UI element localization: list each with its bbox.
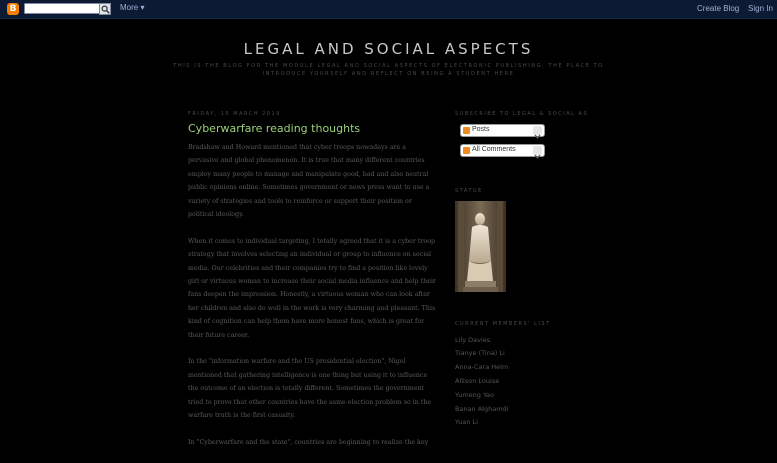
members-heading: CURRENT MEMBERS' LIST: [455, 321, 551, 327]
post-date: FRIDAY, 15 MARCH 2019: [188, 111, 281, 117]
blog-title[interactable]: LEGAL AND SOCIAL ASPECTS: [243, 40, 534, 58]
search-button[interactable]: [99, 3, 111, 15]
chevron-down-icon: [533, 126, 542, 135]
subscribe-comments-label: All Comments: [472, 146, 516, 153]
image-heading: STATUE: [455, 188, 483, 194]
post-paragraph: In "Cyberwarfare and the state", countries are beginning to realize the key: [188, 438, 429, 446]
more-menu[interactable]: [120, 3, 144, 12]
chevron-down-icon: [533, 146, 542, 155]
post-paragraph: Bradshaw and Howard mentioned that cyber troops nowadays are a pervasive and global phenomenon. It is true that many different countries employ many people to manage and manipulate good, bad and also neutral public opinions online. Sometimes government or news press want to use a variety of strategies and tools to reinforce or support their position or political ideology.: [188, 144, 430, 219]
sign-in-link[interactable]: Sign In: [748, 4, 773, 13]
statue-image: [455, 201, 506, 292]
create-blog-link[interactable]: Create Blog: [697, 4, 740, 13]
member-link[interactable]: Yumeng Yao: [455, 391, 495, 399]
member-link[interactable]: Yuan Li: [455, 418, 478, 426]
blog-description: THIS IS THE BLOG FOR THE MODULE LEGAL AND SOCIAL ASPECTS OF ELECTRONIC PUBLISHING. THE PLACE TO INTRODUCE YOURSELF AND REFLECT ON BEING A STUDENT HERE: [173, 63, 604, 77]
member-link[interactable]: Banan Alghamdi: [455, 405, 509, 413]
search-icon: [101, 5, 110, 14]
member-link[interactable]: Anna-Cara Helm: [455, 363, 509, 371]
post-paragraph: When it comes to individual targeting, I totally agreed that it is a cyber troop strategy that involves selecting an individual or group to influence on social media. Our celebrities and their companies try to find a position like lovely girl or virtuous woman to increase their social media influence and help their fans deepen the impression. Honestly, a virtuous woman who can look after her children and also do well in the work is very charming and pleasant. This kind of cognition can help them have more honest fans, which is great for their future career.: [188, 237, 436, 339]
member-link[interactable]: Allison Louise: [455, 377, 500, 385]
blogger-logo-icon[interactable]: B: [7, 3, 19, 15]
post-title[interactable]: Cyberwarfare reading thoughts: [188, 122, 361, 135]
member-link[interactable]: Lily Davies: [455, 336, 491, 344]
rss-feed-icon: [463, 147, 470, 154]
subscribe-posts-label: Posts: [472, 126, 490, 133]
more-label: More: [120, 3, 139, 12]
member-link[interactable]: Tianye (Tina) Li: [455, 349, 505, 357]
navbar: [0, 0, 777, 19]
search-input[interactable]: [24, 3, 110, 14]
subscribe-posts-button[interactable]: [460, 124, 545, 137]
post-body: [188, 141, 436, 463]
rss-feed-icon: [463, 127, 470, 134]
caret-down-icon: ▾: [140, 3, 145, 12]
post-paragraph: In the "information warfare and the US presidential election", Nigel mentioned that gathering intelligence is one thing but using it to influence the outcome of an election is totally different. Sometimes the government tried to prove that other countries have the same election problem so in the warfare truth is the first casualty.: [188, 358, 432, 420]
subscribe-heading: SUBSCRIBE TO LEGAL & SOCIAL AS: [455, 111, 589, 117]
subscribe-comments-button[interactable]: [460, 144, 545, 157]
